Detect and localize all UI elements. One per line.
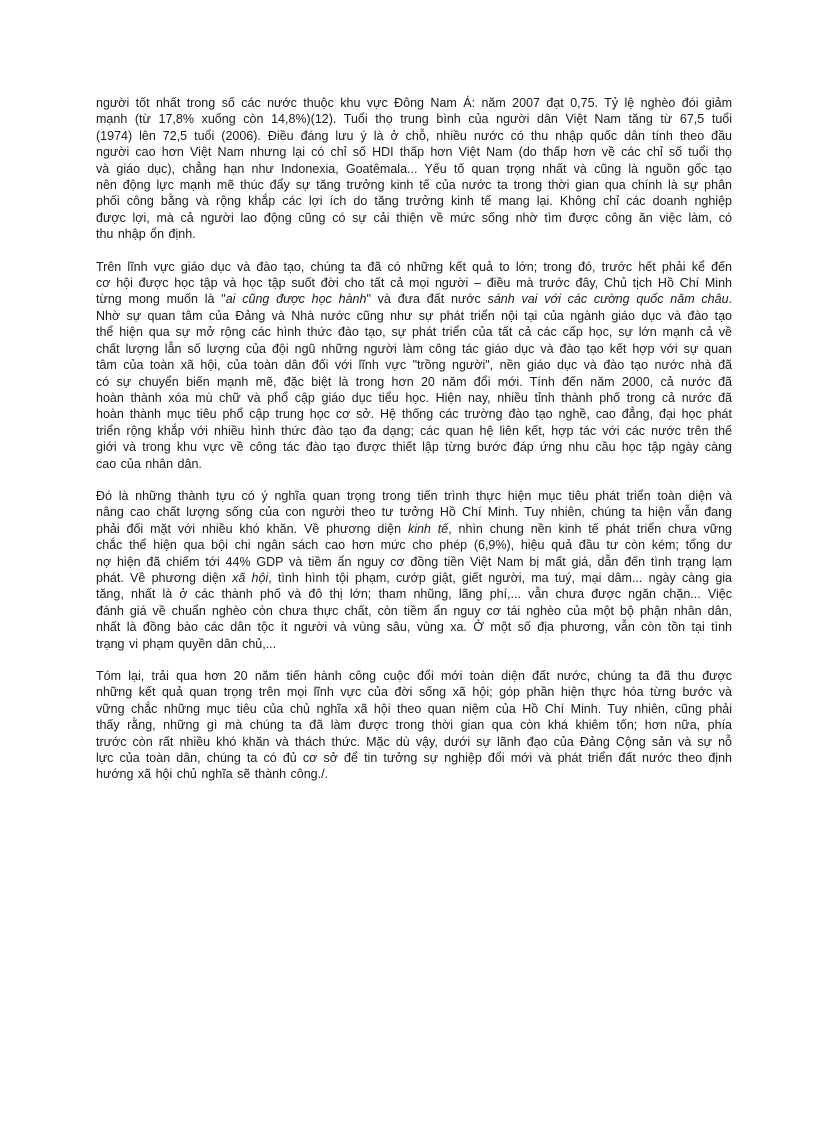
text-run: có sự chuyển biến mạnh mẽ, đặc biệt là trong hơn 20 năm đổi mới. Tính đến năm 2000, cả nước đã: [96, 374, 732, 389]
text-run: nhất là đồng bào các dân tộc ít người và vùng sâu, vùng xa. Ở một số địa phương, vẫn còn tồn tại tình: [96, 620, 732, 635]
text-line: [96, 259, 732, 275]
text-line: [96, 717, 732, 733]
text-line: [96, 177, 732, 193]
text-line: [96, 210, 732, 226]
text-line: [96, 750, 732, 766]
text-run: và giáo dục), chẳng hạn như Indonexia, Goatêmala... Yếu tố quan trọng nhất và cũng là nguồn gốc tạo: [96, 161, 732, 176]
text-run: hoàn thành xóa mù chữ và phổ cập giáo dục tiểu học. Hiện nay, nhiều tỉnh thành phố trong cả nước đã: [96, 390, 732, 405]
text-line: [96, 275, 732, 291]
text-run: Tóm lại, trải qua hơn 20 năm tiến hành công cuộc đổi mới toàn diện đất nước, chúng ta đã thu được: [96, 669, 732, 683]
text-run: nợ hiện đã chiếm tới 44% GDP và tiềm ẩn nguy cơ đồng tiền Việt Nam bị mất giá, dẫn đến tình trạng lạm: [96, 554, 732, 569]
text-line: [96, 357, 732, 373]
text-run: , tình hình tội phạm, cướp giật, giết người, ma tuý, mại dâm... ngày càng gia: [268, 570, 732, 585]
text-run: nên động lực mạnh mẽ thúc đẩy sự tăng trưởng kinh tế của nước ta trong thời gian qua chính là sự phân: [96, 178, 732, 193]
text-line: [96, 701, 732, 717]
text-run: thấy rằng, những gì mà chúng ta đã làm được trong thời gian qua còn khá khiêm tốn; hơn nữa, phía: [96, 718, 732, 733]
text-line: [96, 144, 732, 160]
text-run: phát. Về phương diện: [96, 570, 233, 585]
text-run: được lợi, mà cả người lao động cũng có sự cải thiện về mức sống nhờ tìm được công ăn việc làm, có: [96, 210, 732, 225]
text-line: [96, 390, 732, 406]
text-line: [96, 95, 732, 111]
paragraph-3: [96, 488, 732, 652]
text-run: Nhờ sự quan tâm của Đảng và Nhà nước cũng như sự phát triển nội tại của ngành giáo dục và đào tạo: [96, 308, 732, 323]
italic-text-run: ai cũng được học hành: [225, 292, 367, 307]
text-run: cơ hội được học tập và học tập suốt đời cho tất cả mọi người – điều mà trước đây, Chủ tịch Hồ Chí Minh: [96, 276, 732, 291]
text-line: [96, 423, 732, 439]
text-run: thể hiện qua sự mở rộng các hình thức đào tạo, sự phát triển của tất cả các cấp học, sự lớn mạnh cả về: [96, 325, 732, 340]
text-run: giới và trong khu vực về công tác đào tạo được thiết lập từng bước đáp ứng nhu cầu học tập ngày càng: [96, 440, 732, 455]
paragraph-2: [96, 259, 732, 472]
text-run: trạng vi phạm quyền dân chủ,...: [96, 636, 277, 651]
text-line: [96, 636, 732, 652]
text-run: triển rộng khắp với nhiều hình thức đào tạo đa dạng; các quan hệ liên kết, hợp tác với các nước trên thế: [96, 423, 732, 438]
text-run: (1974) lên 72,5 tuổi (2006). Điều đáng lưu ý là ở chỗ, nhiều nước có thu nhập quốc dân tính theo đầu: [96, 128, 732, 143]
text-line: [96, 193, 732, 209]
text-run: lực của toàn dân, chúng ta có đủ cơ sở để tin tưởng sự nghiệp đổi mới và phát triển đất nước theo định: [96, 751, 732, 766]
text-run: mạnh (từ 17,8% xuống còn 14,8%)(12). Tuổi thọ trung bình của người dân Việt Nam tăng từ 67,5 tuổi: [96, 112, 732, 127]
text-line: [96, 619, 732, 635]
text-run: nâng cao chất lượng sống của con người theo tư tưởng Hồ Chí Minh. Tuy nhiên, chúng ta hiện vẫn đang: [96, 505, 732, 520]
text-line: [96, 554, 732, 570]
text-line: [96, 341, 732, 357]
italic-text-run: sánh vai với các cường quốc năm châu: [487, 292, 729, 307]
paragraph-4: [96, 668, 732, 783]
text-line: [96, 504, 732, 520]
text-line: [96, 439, 732, 455]
text-run: chất lượng lẫn số lượng của đội ngũ những người làm công tác giáo dục và đào tạo kết hợp với sự quan: [96, 341, 732, 356]
text-run: chắc thể hiện qua bội chi ngân sách cao hơn mức cho phép (6,9%), hiệu quả đầu tư còn kém; tổng dư: [96, 538, 732, 553]
text-line: [96, 374, 732, 390]
text-line: [96, 603, 732, 619]
text-line: [96, 128, 732, 144]
text-run: , nhìn chung nền kinh tế phát triển chưa vững: [448, 521, 732, 536]
text-run: Đó là những thành tựu có ý nghĩa quan trọng trong tiến trình thực hiện mục tiêu phát triển toàn diện và: [96, 488, 732, 503]
text-line: [96, 684, 732, 700]
text-line: [96, 668, 732, 684]
text-line: [96, 308, 732, 324]
text-run: cao của nhân dân.: [96, 456, 202, 471]
text-run: người cao hơn Việt Nam nhưng lại có chỉ số HDI thấp hơn Việt Nam (do thấp hơn về các chỉ số tuổi thọ: [96, 145, 732, 160]
text-run: đánh giá về chuẩn nghèo còn chưa thực chất, còn tiềm ẩn nguy cơ tái nghèo của một bộ phận nhân dân,: [96, 603, 732, 618]
text-line: [96, 521, 732, 537]
text-run: thu nhập ổn định.: [96, 227, 196, 242]
text-run: phải đối mặt với nhiều khó khăn. Về phương diện: [96, 521, 408, 536]
text-line: [96, 570, 732, 586]
paragraph-1: [96, 95, 732, 243]
document-page: [96, 95, 732, 783]
text-line: [96, 456, 732, 472]
text-run: trước còn rất nhiều khó khăn và thách thức. Mặc dù vậy, dưới sự lãnh đạo của Đảng Cộng sản và sự nỗ: [96, 734, 732, 749]
text-run: vững chắc những mục tiêu của chủ nghĩa xã hội theo quan niệm của Hồ Chí Minh. Tuy nhiên, cũng phải: [96, 701, 732, 716]
text-line: [96, 406, 732, 422]
text-line: [96, 111, 732, 127]
text-run: Trên lĩnh vực giáo dục và đào tạo, chúng ta đã có những kết quả to lớn; trong đó, trước hết phải kể đến: [96, 259, 732, 274]
text-run: tăng, nhất là ở các thành phố và đô thị lớn; tham nhũng, lãng phí,... vẫn chưa được ngăn chặn... Việc: [96, 587, 732, 602]
text-run: .: [728, 292, 733, 307]
italic-text-run: xã hội: [232, 570, 269, 585]
text-run: hoàn thành mục tiêu phổ cập trung học cơ sở. Hệ thống các trường đào tạo nghề, cao đẳng, đại học phát: [96, 407, 732, 422]
text-line: [96, 537, 732, 553]
text-run: tâm của toàn xã hội, của toàn dân đối với lĩnh vực "trồng người", nền giáo dục và đào tạo nước nhà đã: [96, 358, 732, 373]
text-run: " và đưa đất nước: [366, 292, 488, 307]
text-line: [96, 291, 732, 307]
text-run: từng mong muốn là ": [96, 292, 226, 307]
text-line: [96, 488, 732, 504]
text-run: hướng xã hội chủ nghĩa sẽ thành công./.: [96, 767, 329, 782]
text-line: [96, 324, 732, 340]
text-line: [96, 586, 732, 602]
text-run: người tốt nhất trong số các nước thuộc khu vực Đông Nam Á: năm 2007 đạt 0,75. Tỷ lệ nghèo đói giảm: [96, 96, 732, 110]
italic-text-run: kinh tế: [407, 521, 449, 536]
text-line: [96, 734, 732, 750]
text-run: phối công bằng và rộng khắp các lợi ích do tăng trưởng kinh tế mang lại. Không chỉ các doanh nghiệp: [96, 194, 732, 209]
text-run: những kết quả quan trọng trên mọi lĩnh vực của đời sống xã hội; góp phần hiện thực hóa từng bước và: [96, 685, 732, 700]
text-line: [96, 161, 732, 177]
text-line: [96, 766, 732, 782]
text-line: [96, 226, 732, 242]
